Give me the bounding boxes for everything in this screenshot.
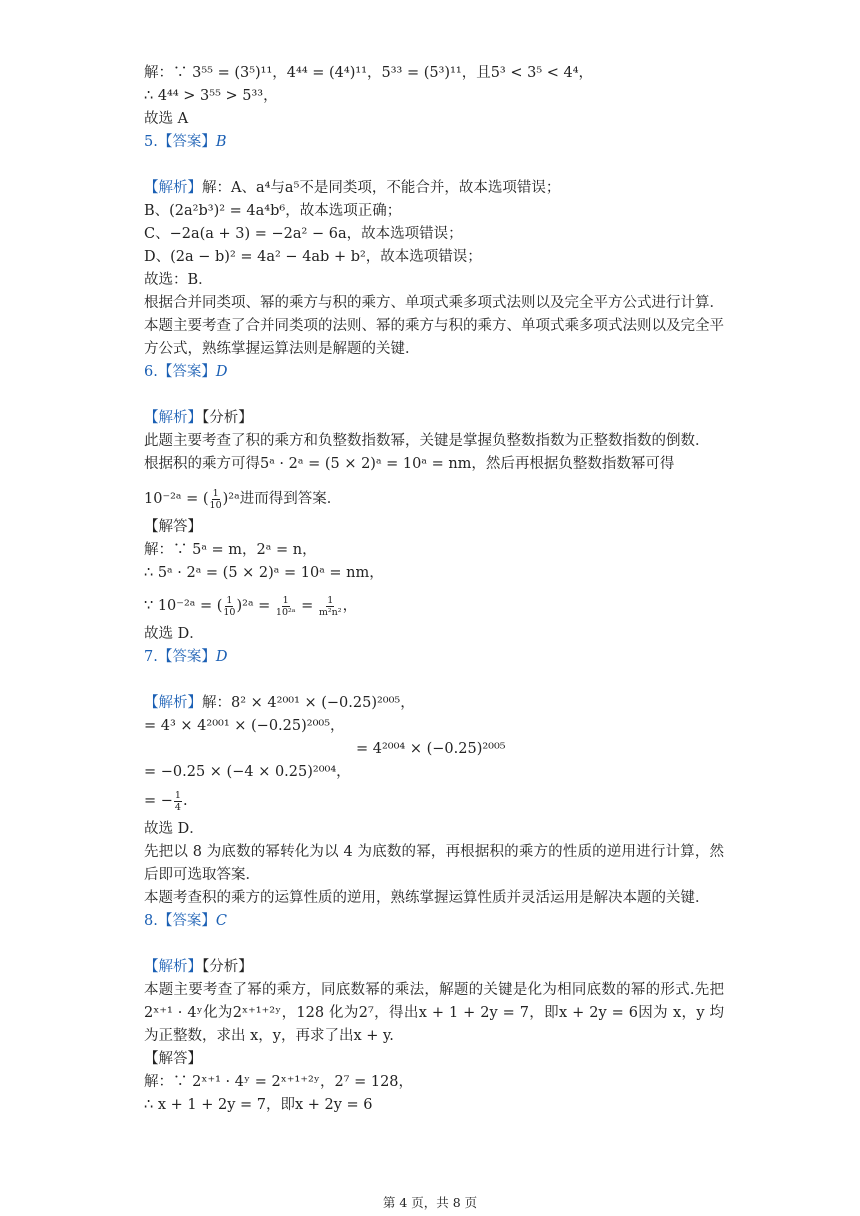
q6-l6-fraction-1	[223, 595, 235, 618]
q5-l3: C、−2a(a + 3) = −2a² − 6a，故本选项错误；	[144, 226, 463, 242]
q8-jieda-tag: 【解答】	[144, 1051, 202, 1067]
q6-l3-fraction	[210, 488, 222, 511]
fraction-numerator: 1	[282, 594, 289, 606]
q6-tags	[144, 407, 724, 430]
q8-answer-choice: C	[215, 913, 227, 929]
q4-line-2: ∴ 4⁴⁴ > 3⁵⁵ > 5³³，	[144, 88, 278, 104]
q6-answer-choice: D	[215, 364, 228, 380]
q7-analysis-tag: 【解析】	[144, 695, 202, 711]
q5-answer-label: 【答案】	[157, 134, 216, 150]
q7-l1: 解：8² × 4²⁰⁰¹ × (−0.25)²⁰⁰⁵，	[202, 695, 415, 711]
q6-answer	[144, 361, 724, 384]
q7-answer-choice: D	[215, 649, 228, 665]
q8-l3: ∴ x + 1 + 2y = 7，即x + 2y = 6	[144, 1097, 373, 1113]
q7-answer-label: 【答案】	[157, 649, 216, 665]
q6-jieda-tag: 【解答】	[144, 519, 202, 535]
fraction-numerator: 1	[174, 789, 181, 801]
q8-answer-label: 【答案】	[157, 913, 216, 929]
q6-l1: 此题主要考查了积的乘方和负整数指数幂，关键是掌握负整数指数为正整数指数的倒数．	[144, 433, 710, 449]
q8-answer	[144, 910, 724, 933]
q6-fenxi-tag: 【分析】	[202, 410, 253, 426]
q7-number: 7.	[144, 649, 158, 665]
q5-l1: 解：A、a⁴与a⁵不是同类项，不能合并，故本选项错误；	[202, 180, 561, 196]
q6-l6-pre: ∵ 10⁻²ᵃ = (	[144, 598, 223, 614]
q6-l5: ∴ 5ᵃ · 2ᵃ = (5 × 2)ᵃ = 10ᵃ = nm，	[144, 565, 384, 581]
q8-l1: 本题主要考查了幂的乘方，同底数幂的乘法，解题的关键是化为相同底数的幂的形式.先把2ˣ⁺¹ · 4ʸ化为2ˣ⁺¹⁺²ʸ，128 化为2⁷，得出x + 1 + 2y = 7，即x + 2y = 6因为 x，y 均为正整数，求出 x，y，再求了出x + y.	[144, 982, 724, 1044]
q6-l6	[144, 589, 724, 623]
q6-l6-eq: =	[296, 598, 318, 614]
q5-answer	[144, 131, 724, 154]
q5-number: 5.	[144, 134, 158, 150]
fraction-numerator: 1	[212, 487, 219, 499]
q5-answer-choice: B	[215, 134, 227, 150]
q5-l5: 故选：B．	[144, 272, 213, 288]
q6-answer-label: 【答案】	[157, 364, 216, 380]
q6-analysis-tag: 【解析】	[144, 410, 202, 426]
q7-l8: 本题考查积的乘方的运算性质的逆用，熟练掌握运算性质并灵活运用是解决本题的关键．	[144, 890, 710, 906]
fraction-numerator: 1	[327, 594, 334, 606]
q6-l6-post: ，	[342, 598, 358, 614]
q8-fenxi-tag: 【分析】	[202, 959, 253, 975]
q7-l5	[144, 784, 724, 818]
q7-l5-fraction	[174, 790, 182, 813]
q8-analysis-tag: 【解析】	[144, 959, 202, 975]
q6-l3-post: )²ᵃ进而得到答案．	[222, 491, 342, 507]
q7-l3: = 4²⁰⁰⁴ × (−0.25)²⁰⁰⁵	[356, 741, 506, 757]
q5-l2: B、(2a²b³)² = 4a⁴b⁶，故本选项正确；	[144, 203, 402, 219]
q6-l6-mid: )²ᵃ =	[236, 598, 275, 614]
fraction-denominator: 10	[223, 606, 236, 618]
fraction-denominator: 10	[209, 499, 222, 511]
q7-l5-post: .	[182, 793, 188, 809]
q5-l6: 根据合并同类项、幂的乘方与积的乘方、单项式乘多项式法则以及完全平方公式进行计算．	[144, 295, 724, 311]
q7-l6: 故选 D．	[144, 821, 204, 837]
q7-analysis-line-1	[144, 692, 724, 715]
q6-l2: 根据积的乘方可得5ᵃ · 2ᵃ = (5 × 2)ᵃ = 10ᵃ = nm，然后再根据负整数指数幂可得	[144, 456, 675, 472]
q7-l4: = −0.25 × (−4 × 0.25)²⁰⁰⁴，	[144, 764, 351, 780]
q4-line-3: 故选 A	[144, 111, 189, 127]
q8-tags	[144, 956, 724, 979]
q7-l7: 先把以 8 为底数的幂转化为以 4 为底数的幂，再根据积的乘方的性质的逆用进行计算，然后即可选取答案．	[144, 844, 724, 883]
fraction-denominator: m²n²	[318, 606, 342, 618]
page-footer: 第 4 页，共 8 页	[382, 1195, 478, 1210]
q8-l2: 解：∵ 2ˣ⁺¹ · 4ʸ = 2ˣ⁺¹⁺²ʸ，2⁷ = 128，	[144, 1074, 414, 1090]
q6-l6-fraction-3	[319, 595, 342, 618]
q7-answer	[144, 646, 724, 669]
q7-l2: = 4³ × 4²⁰⁰¹ × (−0.25)²⁰⁰⁵，	[144, 718, 345, 734]
q6-l4: 解：∵ 5ᵃ = m，2ᵃ = n，	[144, 542, 317, 558]
q6-l3	[144, 482, 724, 516]
fraction-numerator: 1	[226, 594, 233, 606]
q6-l7: 故选 D．	[144, 626, 204, 642]
page-content	[144, 62, 724, 1117]
q5-analysis-tag: 【解析】	[144, 180, 202, 196]
fraction-denominator: 10²ᵃ	[275, 606, 296, 618]
q6-number: 6.	[144, 364, 158, 380]
q5-l4: D、(2a − b)² = 4a² − 4ab + b²，故本选项错误；	[144, 249, 482, 265]
q6-l6-fraction-2	[276, 595, 296, 618]
q4-line-1: 解：∵ 3⁵⁵ = (3⁵)¹¹，4⁴⁴ = (4⁴)¹¹，5³³ = (5³)¹¹，且5³ < 3⁵ < 4⁴，	[144, 65, 594, 81]
q5-analysis-line-1	[144, 177, 724, 200]
q6-l3-pre: 10⁻²ᵃ = (	[144, 491, 209, 507]
fraction-denominator: 4	[174, 801, 181, 813]
q5-l7: 本题主要考查了合并同类项的法则、幂的乘方与积的乘方、单项式乘多项式法则以及完全平方公式，熟练掌握运算法则是解题的关键．	[144, 318, 724, 357]
q7-l5-pre: = −	[144, 793, 173, 809]
q8-number: 8.	[144, 913, 158, 929]
